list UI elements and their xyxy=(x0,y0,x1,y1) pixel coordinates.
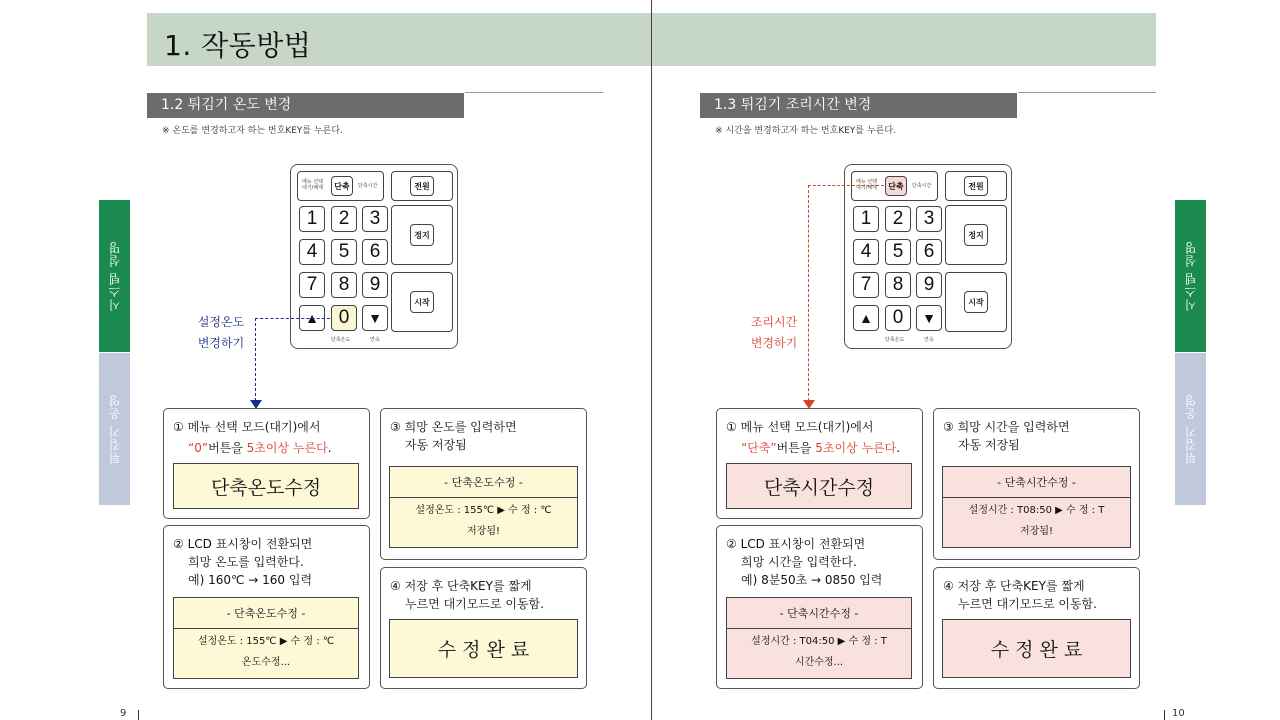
callout-line-h-right xyxy=(808,185,884,186)
step3-panel-left xyxy=(380,408,587,560)
step2-text-line1: ② LCD 표시창이 전환되면 xyxy=(173,537,313,551)
step1-text-line2: “단축”버튼을 5초이상 누른다. xyxy=(741,441,901,455)
page-title: 1. 작동방법 xyxy=(164,29,312,62)
lcd-header: - 단축시간수정 - xyxy=(943,467,1130,498)
section-header-cooking-time: 1.3 튀김기 조리시간 변경 xyxy=(700,93,1017,118)
side-tab-fryer-right[interactable]: 튀김기 운영 xyxy=(1175,353,1206,505)
menu-select-label: 메뉴 선택 대기/해제 xyxy=(856,179,878,191)
section-rule-left xyxy=(465,92,603,93)
key-8[interactable]: 8 xyxy=(885,272,911,298)
lcd-body: 설정시간 : T08:50 ▶ 수 정 : T 저장됨! xyxy=(968,505,1105,537)
key-7[interactable]: 7 xyxy=(299,272,325,298)
down-arrow-key[interactable]: ▼ xyxy=(362,305,388,331)
step3-text-line2: 자동 저장됨 xyxy=(958,438,1020,452)
stop-key[interactable]: 정지 xyxy=(410,224,434,246)
step4-text-line1: ④ 저장 후 단축KEY를 짧게 xyxy=(390,579,532,593)
step4-text-line2: 누르면 대기모드로 이동함. xyxy=(405,597,544,611)
key-5[interactable]: 5 xyxy=(331,239,357,265)
page-number-right: 10 xyxy=(1172,708,1185,719)
step2-text-line2: 희망 온도를 입력한다. xyxy=(188,555,304,569)
key-0[interactable]: 0 xyxy=(331,305,357,331)
menu-select-label: 메뉴 선택 대기/해제 xyxy=(302,179,324,191)
shortcut-time-label: 단축시간 xyxy=(912,183,932,189)
step2-text-line3: 예) 160℃ → 160 입력 xyxy=(188,573,313,587)
callout-set-temperature: 설정온도 변경하기 xyxy=(197,315,245,350)
lcd-header: - 단축온도수정 - xyxy=(390,467,577,498)
shortcut-key[interactable]: 단축 xyxy=(885,176,907,196)
page-tick-right xyxy=(1164,710,1165,720)
step2-panel-right xyxy=(716,525,923,689)
key-3[interactable]: 3 xyxy=(362,206,388,232)
section-header-temperature: 1.2 튀김기 온도 변경 xyxy=(147,93,464,118)
continuous-label: 연속 xyxy=(370,337,380,343)
step3-panel-right xyxy=(933,408,1140,560)
step2-text-line1: ② LCD 표시창이 전환되면 xyxy=(726,537,866,551)
key-5[interactable]: 5 xyxy=(885,239,911,265)
step1-text-line1: ① 메뉴 선택 모드(대기)에서 xyxy=(173,420,321,434)
callout-cooking-time: 조리시간 변경하기 xyxy=(750,315,798,350)
side-tab-fryer[interactable]: 튀김기 운영 xyxy=(99,353,130,505)
callout-line-v xyxy=(255,318,256,401)
step4-panel-left xyxy=(380,567,587,689)
step4-panel-right xyxy=(933,567,1140,689)
stop-key[interactable]: 정지 xyxy=(964,224,988,246)
lcd-edit-complete: 수 정 완 료 xyxy=(389,619,578,678)
lcd-time-saved xyxy=(942,466,1131,548)
up-arrow-key[interactable]: ▲ xyxy=(853,305,879,331)
key-9[interactable]: 9 xyxy=(362,272,388,298)
shortcut-time-label: 단축시간 xyxy=(358,183,378,189)
keypad-left xyxy=(290,164,458,349)
key-9[interactable]: 9 xyxy=(916,272,942,298)
key-6[interactable]: 6 xyxy=(362,239,388,265)
step2-text-line3: 예) 8분50초 → 0850 입력 xyxy=(741,573,883,587)
lcd-body: 설정시간 : T04:50 ▶ 수 정 : T 시간수정... xyxy=(751,636,887,668)
up-arrow-key[interactable]: ▲ xyxy=(299,305,325,331)
key-2[interactable]: 2 xyxy=(331,206,357,232)
lcd-time-editing xyxy=(726,597,912,679)
key-4[interactable]: 4 xyxy=(853,239,879,265)
keypad-right xyxy=(844,164,1012,349)
key-1[interactable]: 1 xyxy=(299,206,325,232)
step2-text-line2: 희망 시간을 입력한다. xyxy=(741,555,857,569)
key-6[interactable]: 6 xyxy=(916,239,942,265)
start-key[interactable]: 시작 xyxy=(964,291,988,313)
step1-text-line1: ① 메뉴 선택 모드(대기)에서 xyxy=(726,420,874,434)
start-key[interactable]: 시작 xyxy=(410,291,434,313)
key-8[interactable]: 8 xyxy=(331,272,357,298)
down-arrow-key[interactable]: ▼ xyxy=(916,305,942,331)
side-tab-system[interactable]: 시스템 설명 xyxy=(99,200,130,352)
instruction-cooking-time: ※ 시간을 변경하고자 하는 번호KEY를 누른다. xyxy=(715,126,896,136)
continuous-label: 연속 xyxy=(924,337,934,343)
section-rule-right xyxy=(1018,92,1156,93)
power-key[interactable]: 전원 xyxy=(410,176,434,196)
step3-text-line2: 자동 저장됨 xyxy=(405,438,467,452)
callout-line-h xyxy=(255,318,330,319)
lcd-body: 설정온도 : 155℃ ▶ 수 정 : ℃ 온도수정... xyxy=(197,636,335,668)
shortcut-key[interactable]: 단축 xyxy=(331,176,353,196)
page-spine xyxy=(651,0,652,720)
key-0[interactable]: 0 xyxy=(885,305,911,331)
lcd-temp-saved xyxy=(389,466,578,548)
step2-panel-left xyxy=(163,525,370,689)
lcd-temp-editing xyxy=(173,597,359,679)
lcd-header: - 단축시간수정 - xyxy=(727,598,911,629)
step4-text-line1: ④ 저장 후 단축KEY를 짧게 xyxy=(943,579,1085,593)
step1-panel-right xyxy=(716,408,923,519)
page-number-left: 9 xyxy=(120,708,127,719)
key-7[interactable]: 7 xyxy=(853,272,879,298)
lcd-edit-complete-right: 수 정 완 료 xyxy=(942,619,1131,678)
shortcut-temp-label: 단축온도 xyxy=(331,337,351,343)
side-tab-system-right[interactable]: 시스템 설명 xyxy=(1175,200,1206,352)
power-key[interactable]: 전원 xyxy=(964,176,988,196)
key-1[interactable]: 1 xyxy=(853,206,879,232)
page-tick-left xyxy=(138,710,139,720)
step4-text-line2: 누르면 대기모드로 이동함. xyxy=(958,597,1097,611)
key-2[interactable]: 2 xyxy=(885,206,911,232)
shortcut-temp-label: 단축온도 xyxy=(885,337,905,343)
step1-panel-left xyxy=(163,408,370,519)
step1-text-line2: “0”버튼을 5초이상 누른다. xyxy=(188,441,332,455)
step3-text-line1: ③ 희망 시간을 입력하면 xyxy=(943,420,1070,434)
key-4[interactable]: 4 xyxy=(299,239,325,265)
callout-line-v-right xyxy=(808,185,809,401)
lcd-shortcut-time-edit: 단축시간수정 xyxy=(726,463,912,509)
key-3[interactable]: 3 xyxy=(916,206,942,232)
lcd-body: 설정온도 : 155℃ ▶ 수 정 : ℃ 저장됨! xyxy=(415,505,552,537)
lcd-header: - 단축온도수정 - xyxy=(174,598,358,629)
instruction-temperature: ※ 온도를 변경하고자 하는 번호KEY를 누른다. xyxy=(162,126,343,136)
lcd-shortcut-temp-edit: 단축온도수정 xyxy=(173,463,359,509)
step3-text-line1: ③ 희망 온도를 입력하면 xyxy=(390,420,517,434)
